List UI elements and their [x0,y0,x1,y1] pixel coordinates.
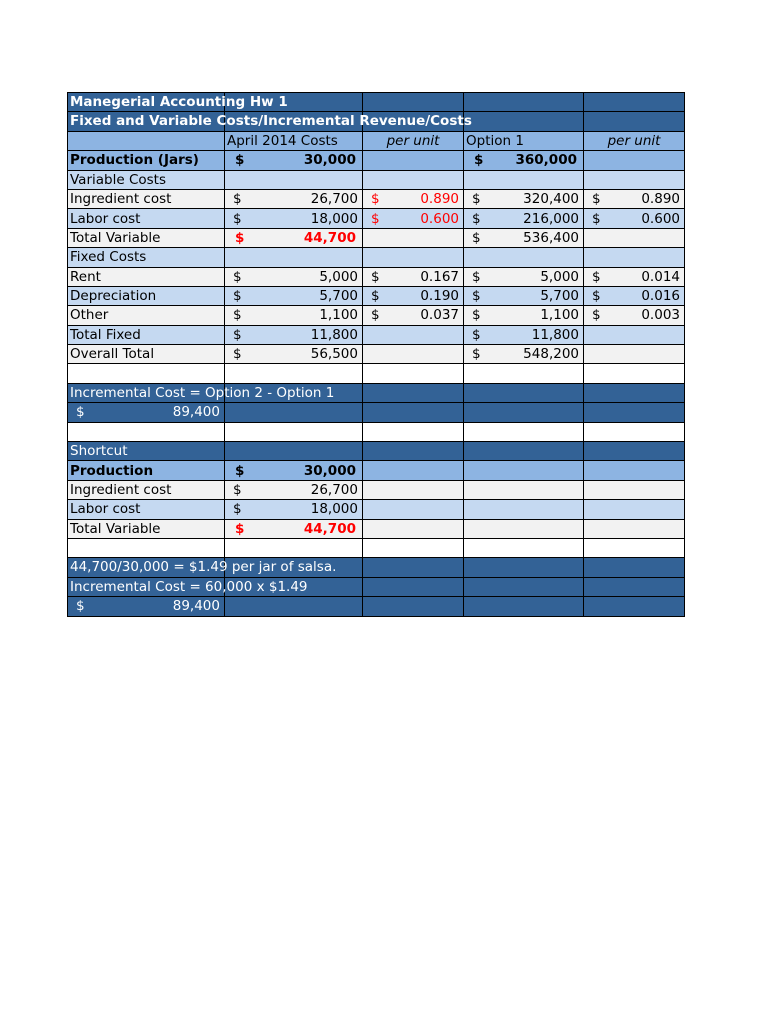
other-option1-cell[interactable]: $ 1,100 [464,306,584,325]
cell[interactable] [584,112,685,131]
cell[interactable] [584,558,685,577]
cell[interactable] [464,558,584,577]
cell[interactable] [225,597,363,616]
cell[interactable] [584,364,685,383]
blank-row [68,364,685,383]
ingredient-per-unit2-cell[interactable]: $ 0.890 [584,189,685,208]
cell[interactable] [584,383,685,402]
cell[interactable] [363,442,464,461]
cell[interactable] [68,538,225,557]
cell[interactable] [464,248,584,267]
col-header-option1[interactable]: Option 1 [464,131,584,150]
sheet-subtitle: Fixed and Variable Costs/Incremental Revenue/Costs [70,113,472,130]
shortcut-amount-row [68,597,685,616]
shortcut-formula-row [68,577,685,596]
incremental-formula-row [68,383,685,402]
section-label[interactable]: Variable Costs [68,170,225,189]
cell[interactable] [464,364,584,383]
cell[interactable] [363,422,464,441]
variable-costs-header-row [68,170,685,189]
ingredient-row [68,189,685,208]
cell[interactable] [584,577,685,596]
rent-april-cell[interactable]: $ 5,000 [225,267,363,286]
row-label[interactable]: Overall Total [68,345,225,364]
incremental-amount-row [68,403,685,422]
incremental-formula-cell[interactable] [68,383,335,402]
cell[interactable] [363,403,464,422]
col-header-per-unit[interactable]: per unit [363,131,464,150]
depreciation-per-unit2-cell[interactable]: $ 0.016 [584,286,685,305]
ingredient-option1-cell[interactable]: $ 320,400 [464,189,584,208]
production-option1-cell[interactable]: $ 360,000 [464,151,584,170]
row-label[interactable]: Rent [68,267,225,286]
cell[interactable] [584,461,685,480]
overall-total-row [68,345,685,364]
labor-april-cell[interactable]: $ 18,000 [225,209,363,228]
production-april-cell[interactable]: $ 30,000 [225,151,363,170]
rent-per-unit2-cell[interactable]: $ 0.014 [584,267,685,286]
row-label[interactable]: Total Fixed [68,325,225,344]
cell[interactable] [225,442,363,461]
cell[interactable] [363,519,464,538]
shortcut-formula: Incremental Cost = 60,000 x $1.49 [70,578,308,595]
cell[interactable] [584,345,685,364]
shortcut-note: 44,700/30,000 = $1.49 per jar of salsa. [70,559,337,576]
cell[interactable] [464,403,584,422]
section-label[interactable]: Fixed Costs [68,248,225,267]
cell[interactable] [464,597,584,616]
total-variable-april-cell[interactable]: $ 44,700 [225,228,363,247]
cell[interactable] [584,422,685,441]
incremental-amount: 89,400 [172,404,220,421]
cell[interactable] [464,112,584,131]
cell[interactable] [363,93,464,112]
cell[interactable] [584,93,685,112]
cell[interactable] [363,500,464,519]
total-fixed-april-cell[interactable]: $ 11,800 [225,325,363,344]
row-label[interactable]: Labor cost [68,500,225,519]
cell[interactable] [225,422,363,441]
cell[interactable] [584,228,685,247]
shortcut-note-row [68,558,685,577]
production-row [68,151,685,170]
labor-per-unit-cell[interactable]: $ 0.600 [363,209,464,228]
depreciation-row [68,286,685,305]
other-row [68,306,685,325]
cell[interactable] [225,403,363,422]
cell[interactable] [363,364,464,383]
cell[interactable] [363,151,464,170]
shortcut-ingredient-row [68,480,685,499]
depreciation-per-unit-cell[interactable]: $ 0.190 [363,286,464,305]
cell[interactable] [464,442,584,461]
fixed-costs-header-row [68,248,685,267]
cell[interactable] [68,131,225,150]
column-header-row [68,131,685,150]
row-label[interactable]: Total Variable [68,228,225,247]
cell[interactable] [584,248,685,267]
cell[interactable] [363,597,464,616]
blank-row [68,422,685,441]
row-label[interactable]: Labor cost [68,209,225,228]
cell[interactable] [363,170,464,189]
cell[interactable] [584,442,685,461]
labor-option1-cell[interactable]: $ 216,000 [464,209,584,228]
cell[interactable] [363,538,464,557]
total-fixed-option1-cell[interactable]: $ 11,800 [464,325,584,344]
cell[interactable] [225,248,363,267]
title-row [68,93,685,112]
cell[interactable] [363,461,464,480]
production-option1-value: 360,000 [515,152,577,169]
shortcut-header[interactable]: Shortcut [68,442,225,461]
shortcut-note-cell[interactable] [68,558,337,577]
spreadsheet-table [67,92,685,617]
cell[interactable] [363,228,464,247]
production-april-value: 30,000 [303,152,356,169]
cell[interactable] [225,364,363,383]
cell[interactable] [464,519,584,538]
overall-total-option1-cell[interactable]: $ 548,200 [464,345,584,364]
cell[interactable] [225,170,363,189]
total-variable-option1-cell[interactable]: $ 536,400 [464,228,584,247]
depreciation-april-cell[interactable]: $ 5,700 [225,286,363,305]
rent-option1-cell[interactable]: $ 5,000 [464,267,584,286]
cell[interactable] [363,480,464,499]
cell[interactable] [464,461,584,480]
cell[interactable] [464,422,584,441]
shortcut-production-row [68,461,685,480]
cell[interactable] [584,403,685,422]
shortcut-amount-cell[interactable]: $ 89,400 [68,597,225,616]
ingredient-april-cell[interactable]: $ 26,700 [225,189,363,208]
cell[interactable] [584,480,685,499]
row-label[interactable]: Ingredient cost [68,189,225,208]
cell[interactable] [464,577,584,596]
shortcut-amount: 89,400 [172,598,220,615]
col-header-per-unit-2[interactable]: per unit [584,131,685,150]
labor-row [68,209,685,228]
cell[interactable] [363,248,464,267]
cell[interactable] [363,383,464,402]
cell[interactable] [464,538,584,557]
col-header-april[interactable]: April 2014 Costs [225,131,363,150]
cell[interactable] [225,538,363,557]
cell[interactable] [464,480,584,499]
shortcut-production-cell[interactable]: $ 30,000 [225,461,363,480]
cell[interactable] [464,170,584,189]
incremental-formula: Incremental Cost = Option 2 - Option 1 [70,384,335,401]
cell[interactable] [464,500,584,519]
subtitle-cell[interactable] [68,112,472,131]
cell[interactable] [584,170,685,189]
row-label[interactable]: Ingredient cost [68,480,225,499]
cell[interactable] [363,577,464,596]
row-label[interactable]: Production [68,461,225,480]
cell[interactable] [68,422,225,441]
rent-per-unit-cell[interactable]: $ 0.167 [363,267,464,286]
total-variable-row [68,228,685,247]
cell[interactable] [363,558,464,577]
cell[interactable] [584,519,685,538]
shortcut-header-row [68,442,685,461]
title-cell[interactable] [68,93,288,112]
overall-total-april-cell[interactable]: $ 56,500 [225,345,363,364]
incremental-amount-cell[interactable]: $ 89,400 [68,403,225,422]
other-per-unit2-cell[interactable]: $ 0.003 [584,306,685,325]
other-april-cell[interactable]: $ 1,100 [225,306,363,325]
shortcut-ingredient-cell[interactable]: $ 26,700 [225,480,363,499]
shortcut-total-variable-row [68,519,685,538]
cell[interactable] [584,597,685,616]
depreciation-option1-cell[interactable]: $ 5,700 [464,286,584,305]
other-per-unit-cell[interactable]: $ 0.037 [363,306,464,325]
cell[interactable] [363,325,464,344]
labor-per-unit2-cell[interactable]: $ 0.600 [584,209,685,228]
blank-row [68,538,685,557]
cell[interactable] [584,500,685,519]
cell[interactable] [584,538,685,557]
row-label[interactable]: Depreciation [68,286,225,305]
row-label[interactable]: Production (Jars) [68,151,225,170]
shortcut-total-variable-cell[interactable]: $ 44,700 [225,519,363,538]
ingredient-per-unit-cell[interactable]: $ 0.890 [363,189,464,208]
shortcut-labor-row [68,500,685,519]
cell[interactable] [584,151,685,170]
cell[interactable] [68,364,225,383]
subtitle-row [68,112,685,131]
cell[interactable] [363,345,464,364]
cell[interactable] [464,383,584,402]
cell[interactable] [464,93,584,112]
row-label[interactable]: Other [68,306,225,325]
row-label[interactable]: Total Variable [68,519,225,538]
cell[interactable] [584,325,685,344]
shortcut-formula-cell[interactable] [68,577,308,596]
total-fixed-row [68,325,685,344]
rent-row [68,267,685,286]
sheet-title: Manegerial Accounting Hw 1 [70,94,288,110]
shortcut-labor-cell[interactable]: $ 18,000 [225,500,363,519]
